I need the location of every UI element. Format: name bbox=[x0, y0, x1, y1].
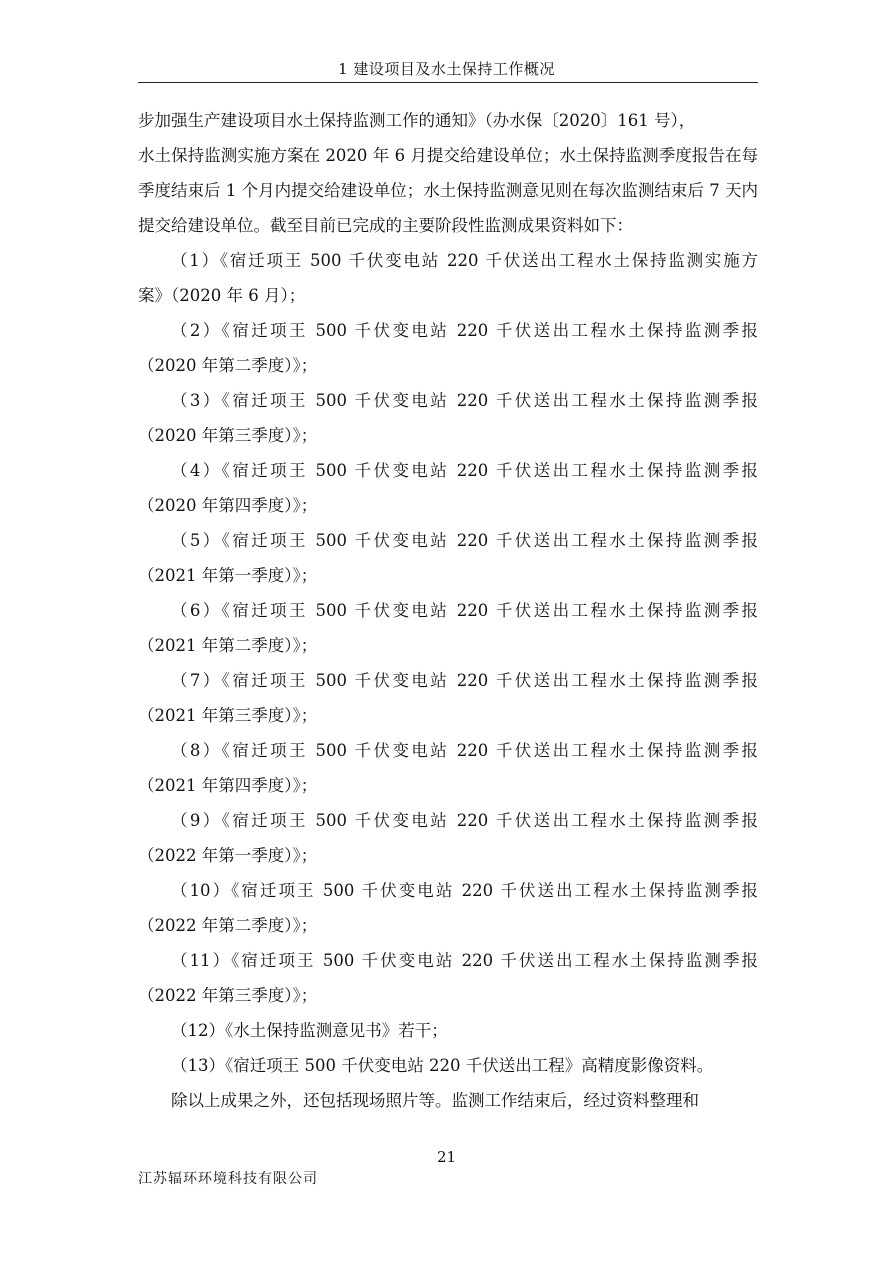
list-item-line: （10）《宿迁项王 500 千伏变电站 220 千伏送出工程水土保持监测季报 bbox=[171, 881, 758, 900]
list-item-line: 案》（2020 年 6 月）； bbox=[138, 286, 306, 305]
intro-line-1: 步加强生产建设项目水土保持监测工作的通知》（办水保〔2020〕161 号）， bbox=[138, 111, 696, 130]
list-item-line: （11）《宿迁项王 500 千伏变电站 220 千伏送出工程水土保持监测季报 bbox=[171, 951, 758, 970]
list-item bbox=[138, 663, 758, 733]
list-item-line: （13）《宿迁项王 500 千伏变电站 220 千伏送出工程》高精度影像资料。 bbox=[171, 1056, 714, 1075]
list-item-line: （2020 年第四季度）》； bbox=[138, 496, 318, 515]
list-item-line: （2020 年第二季度）》； bbox=[138, 356, 318, 375]
list-item-line: （2022 年第二季度）》； bbox=[138, 916, 318, 935]
list-item-line: （9）《宿迁项王 500 千伏变电站 220 千伏送出工程水土保持监测季报 bbox=[171, 811, 758, 830]
list-item bbox=[138, 243, 758, 313]
list-item bbox=[138, 733, 758, 803]
list-item bbox=[138, 313, 758, 383]
list-item-line: （2021 年第一季度）》； bbox=[138, 566, 318, 585]
list-item-line: （12）《水土保持监测意见书》若干； bbox=[171, 1021, 448, 1040]
list-item bbox=[138, 873, 758, 943]
list-item-line: （2022 年第三季度）》； bbox=[138, 986, 318, 1005]
list-item-line: （2021 年第二季度）》； bbox=[138, 636, 318, 655]
list-item-line: （2022 年第一季度）》； bbox=[138, 846, 318, 865]
list-item bbox=[138, 523, 758, 593]
list-item bbox=[138, 803, 758, 873]
footer-company-name: 江苏辐环环境科技有限公司 bbox=[138, 1171, 318, 1187]
list-item bbox=[138, 1048, 758, 1083]
list-item-line: （3）《宿迁项王 500 千伏变电站 220 千伏送出工程水土保持监测季报 bbox=[171, 391, 758, 410]
page-number: 21 bbox=[436, 1148, 457, 1166]
list-item-line: （4）《宿迁项王 500 千伏变电站 220 千伏送出工程水土保持监测季报 bbox=[171, 461, 758, 480]
list-item-line: （2）《宿迁项王 500 千伏变电站 220 千伏送出工程水土保持监测季报 bbox=[171, 321, 758, 340]
intro-paragraph: 水土保持监测实施方案在 2020 年 6 月提交给建设单位；水土保持监测季度报告在每季度结束后 1 个月内提交给建设单位；水土保持监测意见则在每次监测结束后 7 天内提交给建设单位。截至目前已完成的主要阶段性监测成果资料如下： bbox=[138, 146, 758, 235]
closing-paragraph: 除以上成果之外，还包括现场照片等。监测工作结束后，经过资料整理和 bbox=[171, 1091, 699, 1110]
header-divider bbox=[138, 82, 758, 83]
list-item-line: （2021 年第三季度）》； bbox=[138, 706, 318, 725]
list-item-line: （6）《宿迁项王 500 千伏变电站 220 千伏送出工程水土保持监测季报 bbox=[171, 601, 758, 620]
list-item bbox=[138, 453, 758, 523]
page-body bbox=[138, 103, 758, 1118]
list-item-line: （8）《宿迁项王 500 千伏变电站 220 千伏送出工程水土保持监测季报 bbox=[171, 741, 758, 760]
list-item-line: （7）《宿迁项王 500 千伏变电站 220 千伏送出工程水土保持监测季报 bbox=[171, 671, 758, 690]
page-header-title: 1 建设项目及水土保持工作概况 bbox=[338, 60, 555, 78]
list-item bbox=[138, 383, 758, 453]
list-item-line: （1）《宿迁项王 500 千伏变电站 220 千伏送出工程水土保持监测实施方 bbox=[171, 251, 758, 270]
list-item bbox=[138, 593, 758, 663]
list-item-line: （2021 年第四季度）》； bbox=[138, 776, 318, 795]
list-item bbox=[138, 943, 758, 1013]
list-item-line: （2020 年第三季度）》； bbox=[138, 426, 318, 445]
list-item-line: （5）《宿迁项王 500 千伏变电站 220 千伏送出工程水土保持监测季报 bbox=[171, 531, 758, 550]
list-item bbox=[138, 1013, 758, 1048]
